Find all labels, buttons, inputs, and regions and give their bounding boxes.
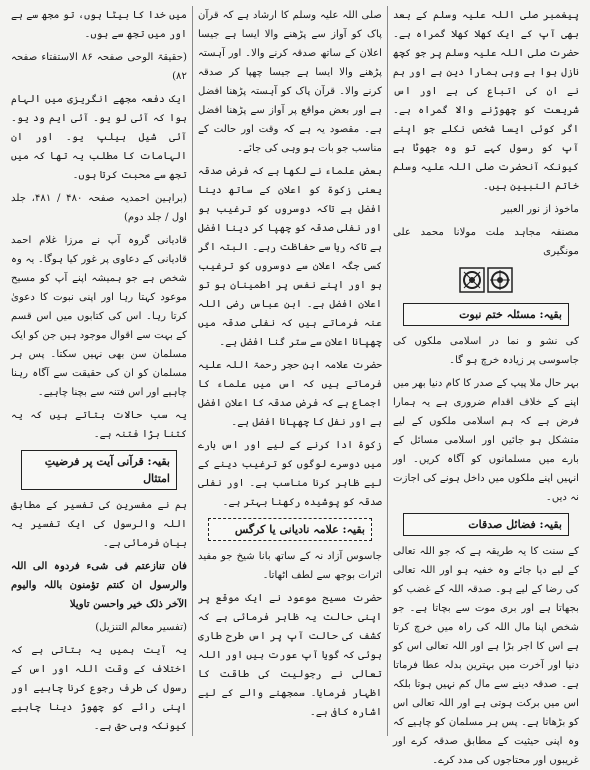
- source-line: ماخوذ از نور العبیر: [501, 204, 579, 215]
- article-paragraph: یہ آیت ہمیں یہ بتاتی ہے کہ اختلاف کے وقت اللہ اور اس کے رسول کی طرف رجوع کرنا چاہیے اور اپنی رائے کو چھوڑ دینا چاہیے کیونکہ وہی حق ہے۔: [11, 645, 187, 732]
- continuation-heading: بقیہ: مسئلہ ختم نبوت: [403, 303, 569, 326]
- column-left: [6, 6, 192, 736]
- article-paragraph: ہم نے مفسرین کی تفسیر کے مطابق اللہ والرسول کی ایک تفسیر یہ بیان فرمائی ہے۔: [11, 500, 187, 549]
- column-middle: [192, 6, 388, 736]
- arabic-quote: فان تنازعتم فی شیء فردوہ الی اللہ والرسول ان کنتم تؤمنون باللہ والیوم الآخر ذلک خیر واحسن تاویلا: [11, 560, 187, 610]
- article-paragraph: بہر حال ملا پیپ کے صدر کا کام دنیا بھر میں اپنے کے خلاف اقدام ضروری ہے یہ ہمارا فرض ہے کہ ہم اسلامی ملکوں کے لیے متشکل ہو جائیں اور اسلامی مسائل کے بارے میں مسلمانوں کو آگاہ کریں۔ اور انہیں اپنے ملکوں میں داخل ہونے کی اجازت نہ دیں۔: [392, 378, 579, 503]
- article-paragraph: صلی اللہ علیہ وسلم کا ارشاد ہے کہ قرآن پاک کو آواز سے پڑھنے والا ایسا ہے جیسا اعلان کے ساتھ صدقہ کرنے والا۔ اور آہستہ پڑھنے والا ایسا ہے جیسا چھپا کر صدقہ کرنے والا۔ قرآن پاک کو آہستہ پڑھنا افضل ہے اور بعض مواقع پر آواز سے پڑھنا افضل ہے۔ مقصود یہ ہے کہ وقت اور حالت کے مناسب جو بات ہو وہی کی جائے۔: [198, 10, 382, 154]
- article-paragraph: میں خدا کا بیٹا ہوں، تو مجھ سے ہے اور میں تجھ سے ہوں۔: [11, 10, 187, 40]
- article-paragraph: حضرت علامہ ابن حجر رحمۃ اللہ علیہ فرماتے ہیں کہ اس میں علماء کا اجماع ہے کہ فرض صدقہ کا اعلان افضل ہے اور نفل کا چھپانا افضل ہے۔: [198, 360, 382, 428]
- article-paragraph: بعض علماء نے لکھا ہے کہ فرض صدقہ یعنی زکوۃ کو اعلان کے ساتھ دینا افضل ہے تاکہ دوسروں کو ترغیب ہو اور نفلی صدقہ کو چھپا کر دینا افضل ہے تاکہ ریا سے حفاظت رہے۔ البتہ اگر کسی جگہ اعلان سے دوسروں کو ترغیب ہو اور اپنے نفس پر اطمینان ہو تو اعلان افضل ہے۔ ابن عباس رضی اللہ عنہ فرماتے ہیں کہ نفلی صدقہ میں چھپانا اعلان سے ستر گنا افضل ہے۔: [198, 166, 382, 348]
- article-paragraph: ایک دفعہ مجھے انگریزی میں الہام ہوا کہ آئی لو یو۔ آئی ایم ود یو۔ آئی شیل ہیلپ یو۔ اور ان الہامات کا مطلب یہ تھا کہ میں تجھ سے محبت کرتا ہوں۔: [11, 94, 187, 181]
- article-paragraph: پیغمبر صلی اللہ علیہ وسلم کے بعد بھی آپ کے ایک کھلا کھلا گمراہ ہے۔ حضرت صلی اللہ علیہ وسلم پر جو کچھ نازل ہوا ہے وہی ہمارا دین ہے اور ہم نے ان کی اتباع کی ہے اور اس شریعت کو چھوڑنے والا گمراہ ہے۔ اگر کوئی ایسا شخص نکلے جو اپنے آپ کو رسول کہے تو وہ جھوٹا ہے کیونکہ آنحضرت صلی اللہ علیہ وسلم خاتم النبیین ہیں۔: [393, 10, 579, 192]
- column-container: [6, 6, 584, 766]
- reference-line: (تفسیر معالم التنزیل): [95, 622, 187, 633]
- column-right: [388, 6, 584, 766]
- article-paragraph: قادیانی گروہ آپ نے مرزا غلام احمد قادیانی کے دعاوی پر غور کیا ہوگا۔ یہ وہ شخص ہے جو ہمیشہ اپنے آپ کو مسیح موعود کہتا رہا اور اپنی نبوت کا دعویٰ کرتا رہا۔ اس کی کتابوں میں اس قسم کے بہت سے اقوال موجود ہیں جن کو ایک مسلمان سن بھی نہیں سکتا۔ پس ہر مسلمان کو ان کی حقیقت سے آگاہ رہنا چاہیے اور اس فتنہ سے بچنا چاہیے۔: [11, 235, 187, 398]
- article-paragraph: کے سنت کا یہ طریقہ ہے کہ جو اللہ تعالی کے لیے دیا جائے وہ خفیہ ہو اور اللہ تعالی کی رضا کے لیے ہو۔ صدقہ اللہ کے غضب کو بجھاتا ہے اور بری موت سے بچاتا ہے۔ جو شخص اپنا مال اللہ کی راہ میں خرچ کرتا ہے اس کا اجر بڑا ہے اور اللہ تعالی اس کو دنیا اور آخرت میں بہترین بدلہ عطا فرماتا ہے۔ صدقہ دینے سے مال کم نہیں ہوتا بلکہ اس میں برکت ہوتی ہے اور اللہ تعالی اس کو بڑھاتا ہے۔ پس ہر مسلمان کو چاہیے کہ وہ اپنی حیثیت کے مطابق صدقہ کرے اور غریبوں اور محتاجوں کی مدد کرے۔: [393, 546, 579, 766]
- article-paragraph: کی نشو و نما در اسلامی ملکوں کی جاسوسی پر زیادہ خرچ ہو گا۔: [393, 336, 579, 366]
- article-paragraph: زکوۃ ادا کرنے کے لیے اور اس بارے میں دوسرے لوگوں کو ترغیب دینے کے لیے ظاہر کرنا مناسب ہے۔ اور نفلی صدقہ کو پوشیدہ رکھنا بہتر ہے۔: [198, 440, 382, 508]
- article-paragraph: یہ سب حالات بتاتے ہیں کہ یہ کتنا بڑا فتنہ ہے۔: [11, 410, 187, 440]
- ornament-icon: [456, 267, 516, 297]
- reference-line: (براہین احمدیہ صفحہ ۴۸۰ / ۴۸۱، جلد اول / جلد دوم): [11, 193, 188, 223]
- continuation-heading: بقیہ: علامہ نادیانی یا کرگس: [208, 518, 372, 541]
- article-paragraph: جاسوس آزاد نہ کے ساتھ بانا شیخ جو مفید اثرات بوجھ سے لطف اٹھاتا۔: [198, 551, 382, 581]
- continuation-heading: بقیہ: فضائل صدقات: [403, 513, 569, 536]
- author-signature: مصنفہ مجاہد ملت مولانا محمد علی مونگیری: [393, 227, 579, 257]
- reference-line: (حقیقۃ الوحی صفحہ ۸۶ الاستفتاء صفحہ ۸۲): [11, 52, 187, 82]
- article-paragraph: حضرت مسیح موعود نے ایک موقع پر اپنی حالت یہ ظاہر فرمائی ہے کہ کشف کی حالت آپ پر اس طرح طاری ہوئی کہ گویا آپ عورت ہیں اور اللہ تعالی نے رجولیت کی طاقت کا اظہار فرمایا۔ سمجھنے والے کے لیے اشارہ کافی ہے۔: [198, 593, 382, 718]
- continuation-heading: بقیہ: قرآنی آیت پر فرضیتِ امتثال: [21, 450, 177, 490]
